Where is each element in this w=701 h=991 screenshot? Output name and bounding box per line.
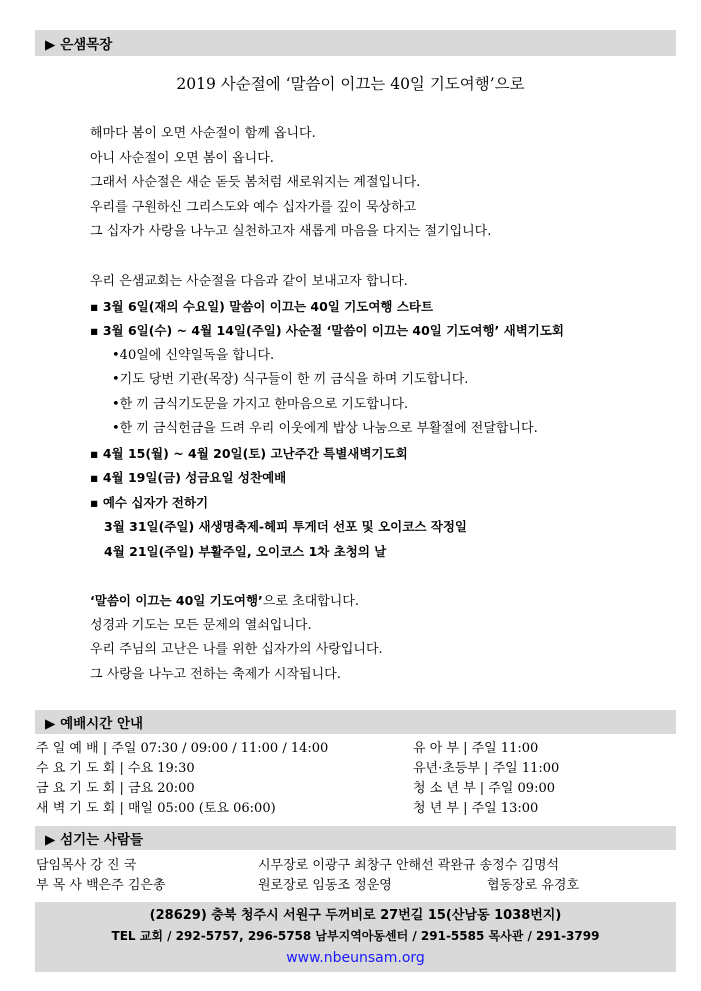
schedule-left bbox=[36, 739, 328, 819]
section-header-label: ▶ 예배시간 안내 bbox=[45, 716, 144, 732]
plan-bullet: ▪ 3월 6일(재의 수요일) 말씀이 이끄는 40일 기도여행 스타트 bbox=[90, 298, 434, 314]
closing-line: 그 사랑을 나누고 전하는 축제가 시작됩니다. bbox=[90, 666, 341, 682]
footer-contact: TEL 교회 / 292-5757, 296-5758 남부지역아동센터 / 291-5585 목사관 / 291-3799 bbox=[111, 929, 600, 943]
intro-line: 그래서 사순절은 새순 돋듯 봄처럼 새로워지는 계절입니다. bbox=[90, 175, 421, 190]
staff-senior-pastor: 담임목사 강 진 국 bbox=[36, 858, 137, 873]
staff-col-3 bbox=[487, 876, 579, 896]
section-header-staff bbox=[35, 826, 676, 850]
plan-sub-item: •한 끼 금식헌금을 드려 우리 이웃에게 밥상 나눔으로 부활절에 전달합니다. bbox=[112, 421, 538, 436]
closing-paragraph bbox=[90, 589, 383, 687]
intro-paragraph bbox=[90, 122, 491, 245]
schedule-row: 청 년 부 | 주일 13:00 bbox=[413, 801, 539, 816]
staff-associate-pastor: 부 목 사 백은주 김은총 bbox=[36, 878, 166, 893]
plan-list bbox=[90, 270, 564, 564]
staff-emeritus-elders: 원로장로 임동조 정운영 bbox=[258, 878, 392, 893]
schedule-right bbox=[413, 739, 559, 819]
schedule-row: 유년·초등부 | 주일 11:00 bbox=[413, 761, 560, 776]
plan-sub-item: •40일에 신약일독을 합니다. bbox=[112, 347, 275, 363]
schedule-row: 청 소 년 부 | 주일 09:00 bbox=[413, 781, 555, 796]
plan-bullet: ▪ 4월 15(월) ~ 4월 20일(토) 고난주간 특별새벽기도회 bbox=[90, 445, 408, 461]
plan-event: 3월 31일(주일) 새생명축제-헤피 투게더 선포 및 오이코스 작정일 bbox=[104, 519, 467, 534]
plan-sub-item: •기도 당번 기관(목장) 식구들이 한 끼 금식을 하며 기도합니다. bbox=[112, 372, 469, 387]
schedule-row: 유 아 부 | 주일 11:00 bbox=[413, 741, 539, 756]
staff-cooperating-elder: 협동장로 유경호 bbox=[487, 878, 580, 893]
plan-sub-item: •한 끼 금식기도문을 가지고 한마음으로 기도합니다. bbox=[112, 396, 409, 412]
schedule-row: 수 요 기 도 회 | 수요 19:30 bbox=[36, 761, 195, 776]
intro-line: 그 십자가 사랑을 나누고 실천하고자 새롭게 마음을 다지는 절기입니다. bbox=[90, 224, 492, 239]
footer-website-link[interactable]: www.nbeunsam.org bbox=[286, 950, 425, 966]
plan-intro: 우리 은샘교회는 사순절을 다음과 같이 보내고자 합니다. bbox=[90, 274, 408, 289]
closing-line: 우리 주님의 고난은 나를 위한 십자가의 사랑입니다. bbox=[90, 642, 383, 657]
closing-highlight: ‘말씀이 이끄는 40일 기도여행’ bbox=[90, 593, 263, 608]
closing-line bbox=[90, 589, 383, 614]
plan-event: 4월 21일(주일) 부활주일, 오이코스 1차 초청의 날 bbox=[104, 543, 387, 559]
staff-col-1 bbox=[36, 856, 166, 896]
article-title: 2019 사순절에 ‘말씀이 이끄는 40일 기도여행’으로 bbox=[176, 75, 525, 93]
schedule-row: 금 요 기 도 회 | 금요 20:00 bbox=[36, 781, 195, 796]
closing-text: 으로 초대합니다. bbox=[262, 594, 359, 609]
footer-address: (28629) 충북 청주시 서원구 두꺼비로 27번길 15(산남동 1038번지) bbox=[149, 908, 562, 923]
section-header-eunsam bbox=[35, 30, 676, 56]
footer bbox=[35, 902, 676, 972]
plan-bullet: ▪ 예수 십자가 전하기 bbox=[90, 494, 209, 510]
intro-line: 해마다 봄이 오면 사순절이 함께 옵니다. bbox=[90, 126, 316, 141]
intro-line: 우리를 구원하신 그리스도와 예수 십자가를 깊이 묵상하고 bbox=[90, 199, 417, 215]
section-header-label: ▶ 은샘목장 bbox=[45, 37, 113, 53]
closing-line: 성경과 기도는 모든 문제의 열쇠입니다. bbox=[90, 617, 312, 633]
plan-bullet: ▪ 3월 6일(수) ~ 4월 14일(주일) 사순절 ‘말씀이 이끄는 40일 기도여행’ 새벽기도회 bbox=[90, 323, 564, 338]
section-header-label: ▶ 섬기는 사람들 bbox=[45, 832, 144, 848]
staff-elders: 시무장로 이광구 최창구 안해선 곽완규 송정수 김명석 bbox=[258, 858, 560, 873]
schedule-row: 새 벽 기 도 회 | 매일 05:00 (토요 06:00) bbox=[36, 801, 276, 816]
schedule-row: 주 일 예 배 | 주일 07:30 / 09:00 / 11:00 / 14:00 bbox=[36, 741, 329, 756]
section-header-worship bbox=[35, 710, 676, 734]
intro-line: 아니 사순절이 오면 봄이 옵니다. bbox=[90, 150, 274, 166]
plan-bullet: ▪ 4월 19일(금) 성금요일 성찬예배 bbox=[90, 470, 287, 485]
